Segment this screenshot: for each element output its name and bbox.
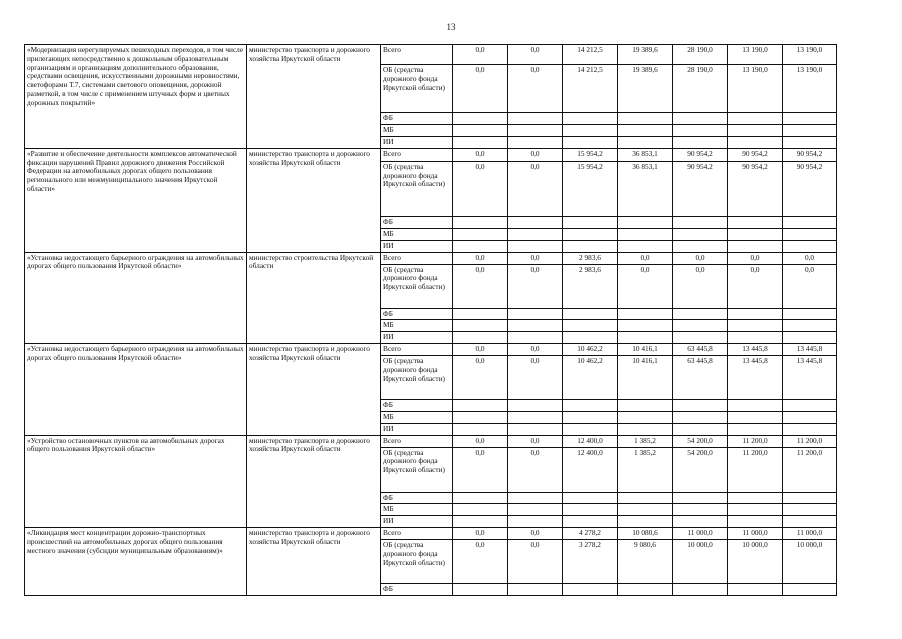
- amount-cell: [673, 113, 728, 125]
- amount-cell: 13 445,8: [728, 356, 783, 400]
- amount-cell: [728, 400, 783, 412]
- funding-source: ФБ: [381, 308, 453, 320]
- amount-cell: [563, 320, 618, 332]
- amount-cell: [563, 584, 618, 596]
- amount-cell: 0,0: [508, 435, 563, 447]
- amount-cell: [618, 492, 673, 504]
- amount-cell: 0,0: [508, 344, 563, 356]
- funding-source: МБ: [381, 411, 453, 423]
- amount-cell: [453, 332, 508, 344]
- amount-cell: 4 278,2: [563, 528, 618, 540]
- amount-cell: 0,0: [673, 252, 728, 264]
- amount-cell: [453, 411, 508, 423]
- amount-cell: [783, 423, 837, 435]
- amount-cell: 11 000,0: [783, 528, 837, 540]
- amount-cell: [618, 504, 673, 516]
- amount-cell: [618, 584, 673, 596]
- amount-cell: 11 200,0: [728, 447, 783, 492]
- amount-cell: 0,0: [673, 264, 728, 308]
- amount-cell: 0,0: [453, 435, 508, 447]
- amount-cell: 10 000,0: [783, 540, 837, 584]
- amount-cell: [783, 228, 837, 240]
- page-number: 13: [446, 22, 456, 32]
- amount-cell: 0,0: [508, 528, 563, 540]
- amount-cell: 13 445,8: [728, 344, 783, 356]
- amount-cell: [783, 584, 837, 596]
- amount-cell: [508, 113, 563, 125]
- responsible-organization: министерство транспорта и дорожного хозяйства Иркутской области: [247, 148, 381, 252]
- funding-source: ОБ (средства дорожного фонда Иркутской области): [381, 161, 453, 216]
- table-row: [25, 435, 837, 447]
- amount-cell: [783, 504, 837, 516]
- amount-cell: [783, 308, 837, 320]
- amount-cell: 11 200,0: [783, 447, 837, 492]
- amount-cell: [563, 136, 618, 148]
- amount-cell: [673, 125, 728, 137]
- amount-cell: [673, 216, 728, 228]
- amount-cell: 2 983,6: [563, 252, 618, 264]
- amount-cell: [728, 136, 783, 148]
- amount-cell: 0,0: [508, 45, 563, 65]
- amount-cell: [783, 411, 837, 423]
- amount-cell: 10 462,2: [563, 344, 618, 356]
- amount-cell: [618, 516, 673, 528]
- amount-cell: [618, 320, 673, 332]
- amount-cell: 0,0: [508, 264, 563, 308]
- amount-cell: [728, 492, 783, 504]
- amount-cell: [728, 423, 783, 435]
- amount-cell: [728, 516, 783, 528]
- amount-cell: 13 190,0: [783, 45, 837, 65]
- amount-cell: [453, 584, 508, 596]
- amount-cell: 0,0: [728, 264, 783, 308]
- amount-cell: [563, 216, 618, 228]
- amount-cell: [783, 332, 837, 344]
- amount-cell: [618, 332, 673, 344]
- amount-cell: [508, 240, 563, 252]
- activity-description: «Установка недостающего барьерного ограждения на автомобильных дорогах общего пользования Иркутской области»: [25, 252, 247, 344]
- amount-cell: [618, 136, 673, 148]
- amount-cell: [563, 228, 618, 240]
- responsible-organization: министерство транспорта и дорожного хозяйства Иркутской области: [247, 344, 381, 436]
- amount-cell: 28 190,0: [673, 45, 728, 65]
- amount-cell: [673, 584, 728, 596]
- responsible-organization: министерство транспорта и дорожного хозяйства Иркутской области: [247, 435, 381, 528]
- activity-description: «Устройство остановочных пунктов на автомобильных дорогах общего пользования Иркутской области»: [25, 435, 247, 528]
- amount-cell: [728, 216, 783, 228]
- amount-cell: [453, 113, 508, 125]
- amount-cell: [783, 400, 837, 412]
- amount-cell: 0,0: [453, 264, 508, 308]
- table-row: [25, 344, 837, 356]
- amount-cell: [728, 240, 783, 252]
- amount-cell: 1 385,2: [618, 447, 673, 492]
- funding-source: ИИ: [381, 516, 453, 528]
- amount-cell: [618, 411, 673, 423]
- amount-cell: 54 200,0: [673, 435, 728, 447]
- amount-cell: [563, 308, 618, 320]
- amount-cell: 15 954,2: [563, 161, 618, 216]
- funding-source: Всего: [381, 435, 453, 447]
- amount-cell: 54 200,0: [673, 447, 728, 492]
- amount-cell: 0,0: [453, 148, 508, 161]
- amount-cell: [728, 320, 783, 332]
- funding-source: МБ: [381, 125, 453, 137]
- amount-cell: [508, 516, 563, 528]
- amount-cell: [563, 113, 618, 125]
- amount-cell: [453, 423, 508, 435]
- funding-source: ОБ (средства дорожного фонда Иркутской области): [381, 356, 453, 400]
- amount-cell: 13 190,0: [783, 65, 837, 113]
- funding-source: ИИ: [381, 423, 453, 435]
- amount-cell: 1 385,2: [618, 435, 673, 447]
- amount-cell: [783, 240, 837, 252]
- funding-source: ФБ: [381, 400, 453, 412]
- responsible-organization: министерство транспорта и дорожного хозяйства Иркутской области: [247, 528, 381, 596]
- amount-cell: 0,0: [508, 148, 563, 161]
- amount-cell: [563, 332, 618, 344]
- amount-cell: [673, 516, 728, 528]
- amount-cell: [563, 125, 618, 137]
- amount-cell: 0,0: [453, 528, 508, 540]
- amount-cell: [563, 504, 618, 516]
- amount-cell: 0,0: [508, 356, 563, 400]
- amount-cell: 2 983,6: [563, 264, 618, 308]
- funding-source: МБ: [381, 228, 453, 240]
- amount-cell: 10 000,0: [728, 540, 783, 584]
- amount-cell: 90 954,2: [673, 161, 728, 216]
- funding-source: МБ: [381, 320, 453, 332]
- amount-cell: [508, 136, 563, 148]
- amount-cell: 13 445,8: [783, 344, 837, 356]
- amount-cell: [728, 125, 783, 137]
- amount-cell: [783, 516, 837, 528]
- funding-source: ОБ (средства дорожного фонда Иркутской области): [381, 264, 453, 308]
- amount-cell: 0,0: [508, 161, 563, 216]
- amount-cell: [508, 320, 563, 332]
- table-row: [25, 148, 837, 161]
- amount-cell: [563, 411, 618, 423]
- amount-cell: [508, 216, 563, 228]
- amount-cell: [673, 308, 728, 320]
- amount-cell: [673, 320, 728, 332]
- amount-cell: [728, 308, 783, 320]
- amount-cell: [673, 492, 728, 504]
- funding-source: Всего: [381, 252, 453, 264]
- amount-cell: [453, 240, 508, 252]
- amount-cell: [508, 423, 563, 435]
- amount-cell: 0,0: [618, 252, 673, 264]
- activity-description: «Ликвидация мест концентрации дорожно-транспортных происшествий на автомобильных дорогах общего пользования местного значения (субсидии муниципальным образованиям)»: [25, 528, 247, 596]
- amount-cell: [618, 113, 673, 125]
- table-row: [25, 45, 837, 65]
- amount-cell: 3 278,2: [563, 540, 618, 584]
- amount-cell: [618, 400, 673, 412]
- amount-cell: 0,0: [453, 344, 508, 356]
- amount-cell: [453, 400, 508, 412]
- amount-cell: 9 080,6: [618, 540, 673, 584]
- activity-description: «Развитие и обеспечение деятельности комплексов автоматической фиксации нарушений Правил дорожного движения Российской Федерации на автомобильных дорогах общего пользования регионального или межмуниципального значения Иркутской области»: [25, 148, 247, 252]
- funding-source: ФБ: [381, 584, 453, 596]
- funding-source: ИИ: [381, 332, 453, 344]
- amount-cell: 11 200,0: [728, 435, 783, 447]
- amount-cell: 90 954,2: [728, 161, 783, 216]
- amount-cell: [673, 228, 728, 240]
- amount-cell: 0,0: [508, 65, 563, 113]
- amount-cell: 0,0: [783, 252, 837, 264]
- amount-cell: [508, 584, 563, 596]
- activity-description: «Установка недостающего барьерного ограждения на автомобильных дорогах общего пользования Иркутской области»: [25, 344, 247, 436]
- amount-cell: 90 954,2: [673, 148, 728, 161]
- amount-cell: [453, 504, 508, 516]
- funding-source: ФБ: [381, 216, 453, 228]
- funding-source: ФБ: [381, 492, 453, 504]
- funding-source: Всего: [381, 45, 453, 65]
- funding-source: Всего: [381, 148, 453, 161]
- amount-cell: 0,0: [783, 264, 837, 308]
- amount-cell: [508, 228, 563, 240]
- amount-cell: [453, 516, 508, 528]
- amount-cell: 90 954,2: [728, 148, 783, 161]
- amount-cell: [673, 332, 728, 344]
- amount-cell: 36 853,1: [618, 161, 673, 216]
- amount-cell: 19 389,6: [618, 45, 673, 65]
- amount-cell: 63 445,8: [673, 344, 728, 356]
- amount-cell: 14 212,5: [563, 65, 618, 113]
- amount-cell: 10 080,6: [618, 528, 673, 540]
- amount-cell: [508, 411, 563, 423]
- amount-cell: [618, 125, 673, 137]
- amount-cell: 11 200,0: [783, 435, 837, 447]
- amount-cell: 0,0: [453, 540, 508, 584]
- amount-cell: 11 000,0: [728, 528, 783, 540]
- amount-cell: 28 190,0: [673, 65, 728, 113]
- funding-source: МБ: [381, 504, 453, 516]
- amount-cell: 0,0: [453, 252, 508, 264]
- responsible-organization: министерство строительства Иркутской области: [247, 252, 381, 344]
- amount-cell: 11 000,0: [673, 528, 728, 540]
- funding-source: ИИ: [381, 240, 453, 252]
- amount-cell: 90 954,2: [783, 148, 837, 161]
- responsible-organization: министерство транспорта и дорожного хозяйства Иркутской области: [247, 45, 381, 149]
- amount-cell: 13 445,8: [783, 356, 837, 400]
- amount-cell: 0,0: [508, 252, 563, 264]
- amount-cell: [453, 136, 508, 148]
- funding-source: Всего: [381, 344, 453, 356]
- activity-description: «Модернизация нерегулируемых пешеходных переходов, в том числе прилегающих непосредственно к дошкольным образовательным организациям и организациям дополнительного образования, средствами освещения, искусственными дорожными неровностями, светофорами Т.7, системами светового оповещения, дорожной разметкой, в том числе с применением штучных форм и цветных дорожных покрытий»: [25, 45, 247, 149]
- amount-cell: 63 445,8: [673, 356, 728, 400]
- amount-cell: 0,0: [618, 264, 673, 308]
- amount-cell: [728, 228, 783, 240]
- amount-cell: 0,0: [453, 356, 508, 400]
- funding-source: Всего: [381, 528, 453, 540]
- amount-cell: [783, 136, 837, 148]
- amount-cell: [508, 308, 563, 320]
- amount-cell: [728, 332, 783, 344]
- amount-cell: 12 400,0: [563, 447, 618, 492]
- funding-source: ФБ: [381, 113, 453, 125]
- funding-source: ОБ (средства дорожного фонда Иркутской области): [381, 65, 453, 113]
- amount-cell: 0,0: [508, 447, 563, 492]
- amount-cell: [508, 125, 563, 137]
- amount-cell: [563, 516, 618, 528]
- amount-cell: [673, 240, 728, 252]
- table-row: [25, 252, 837, 264]
- amount-cell: 10 416,1: [618, 356, 673, 400]
- amount-cell: [563, 240, 618, 252]
- amount-cell: [728, 113, 783, 125]
- amount-cell: [783, 492, 837, 504]
- amount-cell: 0,0: [728, 252, 783, 264]
- funding-source: ОБ (средства дорожного фонда Иркутской области): [381, 540, 453, 584]
- funding-table: [24, 44, 837, 596]
- amount-cell: [728, 584, 783, 596]
- amount-cell: [563, 492, 618, 504]
- amount-cell: [673, 423, 728, 435]
- amount-cell: [618, 216, 673, 228]
- amount-cell: [453, 228, 508, 240]
- amount-cell: [453, 320, 508, 332]
- amount-cell: [783, 113, 837, 125]
- amount-cell: 0,0: [508, 540, 563, 584]
- amount-cell: 13 190,0: [728, 65, 783, 113]
- amount-cell: [453, 125, 508, 137]
- amount-cell: [508, 400, 563, 412]
- amount-cell: [508, 332, 563, 344]
- amount-cell: 10 462,2: [563, 356, 618, 400]
- table-row: [25, 528, 837, 540]
- amount-cell: [728, 504, 783, 516]
- amount-cell: 90 954,2: [783, 161, 837, 216]
- amount-cell: [673, 504, 728, 516]
- amount-cell: 15 954,2: [563, 148, 618, 161]
- amount-cell: [783, 320, 837, 332]
- amount-cell: 13 190,0: [728, 45, 783, 65]
- amount-cell: [673, 136, 728, 148]
- funding-source: ИИ: [381, 136, 453, 148]
- amount-cell: 14 212,5: [563, 45, 618, 65]
- amount-cell: [783, 216, 837, 228]
- amount-cell: 0,0: [453, 65, 508, 113]
- amount-cell: 10 000,0: [673, 540, 728, 584]
- funding-source: ОБ (средства дорожного фонда Иркутской области): [381, 447, 453, 492]
- amount-cell: 36 853,1: [618, 148, 673, 161]
- amount-cell: [508, 504, 563, 516]
- amount-cell: [563, 400, 618, 412]
- amount-cell: [618, 423, 673, 435]
- amount-cell: 0,0: [453, 45, 508, 65]
- amount-cell: [618, 308, 673, 320]
- amount-cell: [563, 423, 618, 435]
- amount-cell: 0,0: [453, 161, 508, 216]
- amount-cell: [453, 308, 508, 320]
- amount-cell: [508, 492, 563, 504]
- amount-cell: [453, 492, 508, 504]
- amount-cell: [673, 411, 728, 423]
- amount-cell: [783, 125, 837, 137]
- amount-cell: [618, 240, 673, 252]
- amount-cell: [453, 216, 508, 228]
- amount-cell: 0,0: [453, 447, 508, 492]
- amount-cell: [618, 228, 673, 240]
- amount-cell: [728, 411, 783, 423]
- amount-cell: 12 400,0: [563, 435, 618, 447]
- amount-cell: 19 389,6: [618, 65, 673, 113]
- amount-cell: [673, 400, 728, 412]
- amount-cell: 10 416,1: [618, 344, 673, 356]
